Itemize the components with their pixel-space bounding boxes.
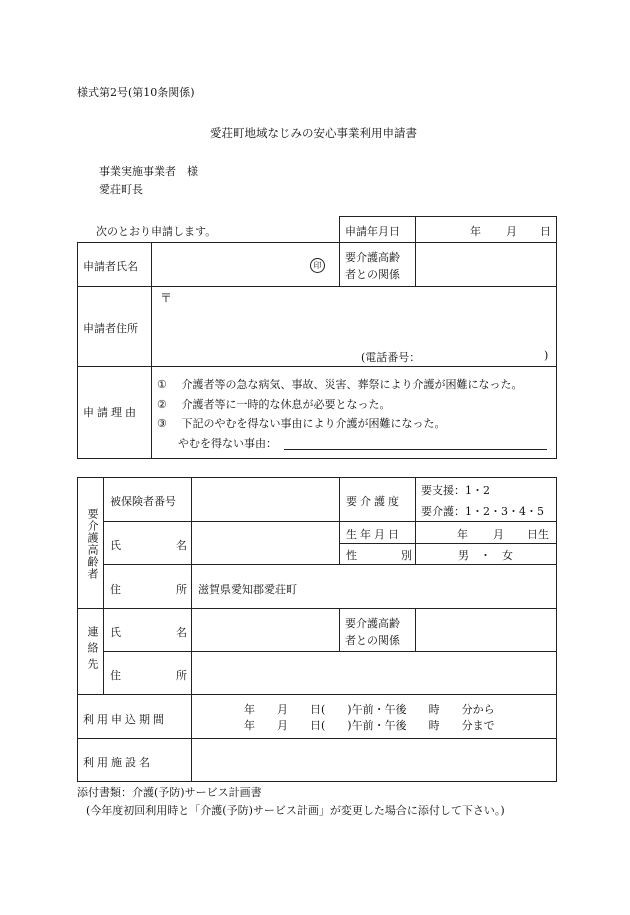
elderly-name-label-a: 氏 <box>110 539 121 552</box>
reason-text-3: 下記のやむを得ない事由により介護が困難になった。 <box>181 417 446 430</box>
form-number: 様式第2号(第10条関係) <box>77 86 195 99</box>
attachment-line2: (今年度初回利用時と「介護(予防)サービス計画」が変更した場合に添付して下さい。) <box>86 804 505 817</box>
contact-address-label-a: 住 <box>110 669 121 682</box>
care-level-options[interactable]: 要介護：1・2・3・4・5 <box>421 505 544 518</box>
date-month-unit: 月 <box>506 225 517 238</box>
phone-field[interactable] <box>440 346 540 362</box>
gender-label-b: 別 <box>401 549 412 562</box>
seal-mark: 印 <box>310 258 325 273</box>
gender-label-a: 性 <box>346 549 357 562</box>
contact-relation-label-1: 要介護高齢 <box>345 617 400 630</box>
birth-day-unit: 日生 <box>527 528 549 541</box>
contact-address-label-b: 所 <box>176 669 187 682</box>
insured-number-field[interactable] <box>196 480 336 519</box>
addressee-line2: 愛荘町長 <box>99 183 143 196</box>
care-level-label: 要介護度 <box>346 495 402 508</box>
attachment-line1: 添付書類：介護(予防)サービス計画書 <box>77 786 262 799</box>
reason-num-2: ② <box>157 398 167 411</box>
elderly-address-label-b: 所 <box>176 583 187 596</box>
unavoidable-label: やむを得ない事由： <box>178 437 277 450</box>
form-title: 愛荘町地域なじみの安心事業利用申請書 <box>210 126 417 140</box>
contact-name-label-b: 名 <box>176 626 187 639</box>
period-label: 利用申込期間 <box>83 713 167 726</box>
phone-close: ) <box>544 349 549 362</box>
contact-name-label-a: 氏 <box>110 626 121 639</box>
contact-address-field[interactable] <box>196 654 552 692</box>
reason-label: 申請理由 <box>83 406 139 419</box>
unavoidable-field[interactable] <box>286 432 546 448</box>
birth-month-unit: 月 <box>493 528 504 541</box>
applicant-address-label: 申請者住所 <box>83 322 138 335</box>
reason-text-2: 介護者等に一時的な休息が必要となった。 <box>181 398 391 411</box>
contact-side-label: 連絡先 <box>86 626 99 674</box>
addressee-line1: 事業実施事業者 様 <box>99 165 198 178</box>
elderly-address-label-a: 住 <box>110 583 121 596</box>
reason-num-3: ③ <box>157 417 167 430</box>
applicant-name-label: 申請者氏名 <box>83 260 138 273</box>
gender-options[interactable]: 男 ・ 女 <box>458 549 513 562</box>
support-level-options[interactable]: 要支援：1・2 <box>421 484 490 497</box>
period-from[interactable]: 年 月 日( )午前・午後 時 分から <box>244 703 495 716</box>
date-day-unit: 日 <box>540 225 551 238</box>
facility-label: 利用施設名 <box>83 756 153 769</box>
relation-field[interactable] <box>420 245 553 284</box>
date-label: 申請年月日 <box>345 225 400 238</box>
elderly-side-label: 要介護高齢者 <box>86 508 99 580</box>
contact-relation-label-2: 者との関係 <box>345 634 400 647</box>
contact-relation-field[interactable] <box>420 611 553 649</box>
reason-num-1: ① <box>157 378 167 391</box>
relation-label-1: 要介護高齢 <box>345 251 400 264</box>
relation-label-2: 者との関係 <box>345 268 400 281</box>
applicant-address-field[interactable] <box>157 305 552 345</box>
elderly-name-field[interactable] <box>196 524 336 562</box>
contact-name-field[interactable] <box>196 611 336 649</box>
facility-field[interactable] <box>196 741 552 779</box>
intro-text: 次のとおり申請します。 <box>96 225 217 238</box>
birthdate-label: 生年月日 <box>346 528 402 541</box>
birth-year-unit: 年 <box>457 528 468 541</box>
elderly-address-value[interactable]: 滋賀県愛知郡愛荘町 <box>198 583 297 596</box>
date-year-unit: 年 <box>470 225 481 238</box>
reason-item-2[interactable] <box>157 396 391 412</box>
period-to[interactable]: 年 月 日( )午前・午後 時 分まで <box>244 719 495 732</box>
reason-text-1: 介護者等の急な病気、事故、災害、葬祭により介護が困難になった。 <box>181 378 523 391</box>
phone-label: (電話番号： <box>361 351 421 364</box>
insured-number-label: 被保険者番号 <box>110 495 176 508</box>
elderly-name-label-b: 名 <box>176 539 187 552</box>
reason-item-1[interactable] <box>157 376 523 392</box>
reason-item-3[interactable] <box>157 415 446 431</box>
postal-mark: 〒 <box>160 291 173 305</box>
